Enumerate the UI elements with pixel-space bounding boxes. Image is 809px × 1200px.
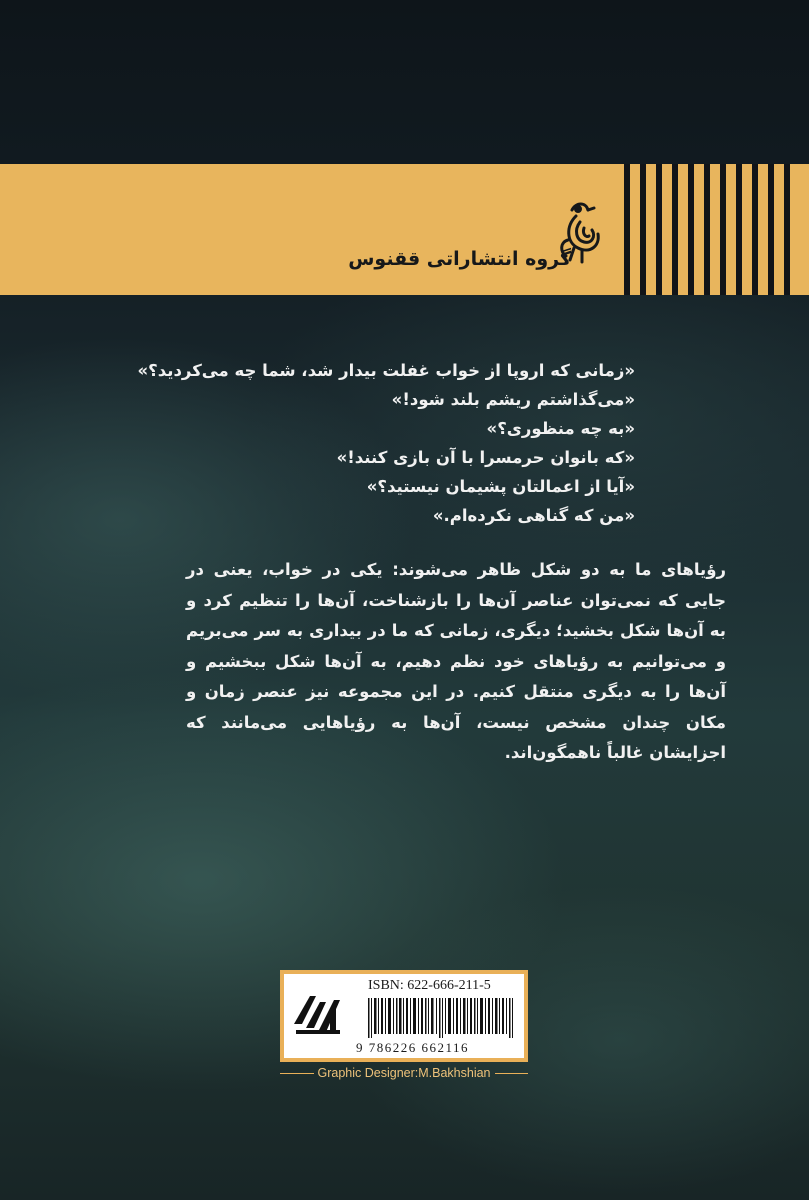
dialogue-line: «به چه منظوری؟» [486,419,635,438]
designer-credit [280,1066,528,1080]
isbn-text: ISBN: 622-666-211-5 [368,978,491,993]
imprint-logo-icon [290,984,350,1044]
designer-credit-text: Graphic Designer:M.Bakhshian [317,1066,491,1080]
dialogue-line: «آیا از اعمالتان پشیمان نیستید؟» [366,477,635,496]
barcode-bars [368,998,518,1038]
dialogue-excerpt [137,356,635,530]
barcode-box [280,970,528,1062]
decorative-stripes [618,164,809,295]
publisher-band [0,164,809,295]
blurb-paragraph: رؤیاهای ما به دو شکل ظاهر می‌شوند: یکی در خواب، یعنی در جایی که نمی‌توان عناصر آن‌ها را بازشناخت، آن‌ها را تنظیم کرد و به آن‌ها شکل بخشید؛ دیگری، زمانی که ما در بیداری به سر می‌بریم و می‌توانیم به رؤیاهای خود نظم دهیم، به آن‌ها شکل ببخشیم و آن‌ها را به دیگری منتقل کنیم. در این مجموعه نیز عنصر زمان و مکان چندان مشخص نیست، آن‌ها به رؤیاهایی می‌مانند که اجزایشان غالباً ناهمگون‌اند. [186,560,726,762]
dialogue-line: «من که گناهی نکرده‌ام.» [432,506,635,525]
publisher-name: گروه انتشاراتی ققنوس [348,248,571,270]
dialogue-line: «زمانی که اروپا از خواب غفلت بیدار شد، شما چه می‌کردید؟» [137,361,635,380]
dialogue-line: «می‌گذاشتم ریشم بلند شود!» [391,390,635,409]
dialogue-line: «که بانوان حرمسرا با آن بازی کنند!» [336,448,635,467]
credit-rule-left [280,1073,314,1074]
credit-rule-right [495,1073,529,1074]
barcode-number: 9 786226 662116 [356,1040,470,1055]
